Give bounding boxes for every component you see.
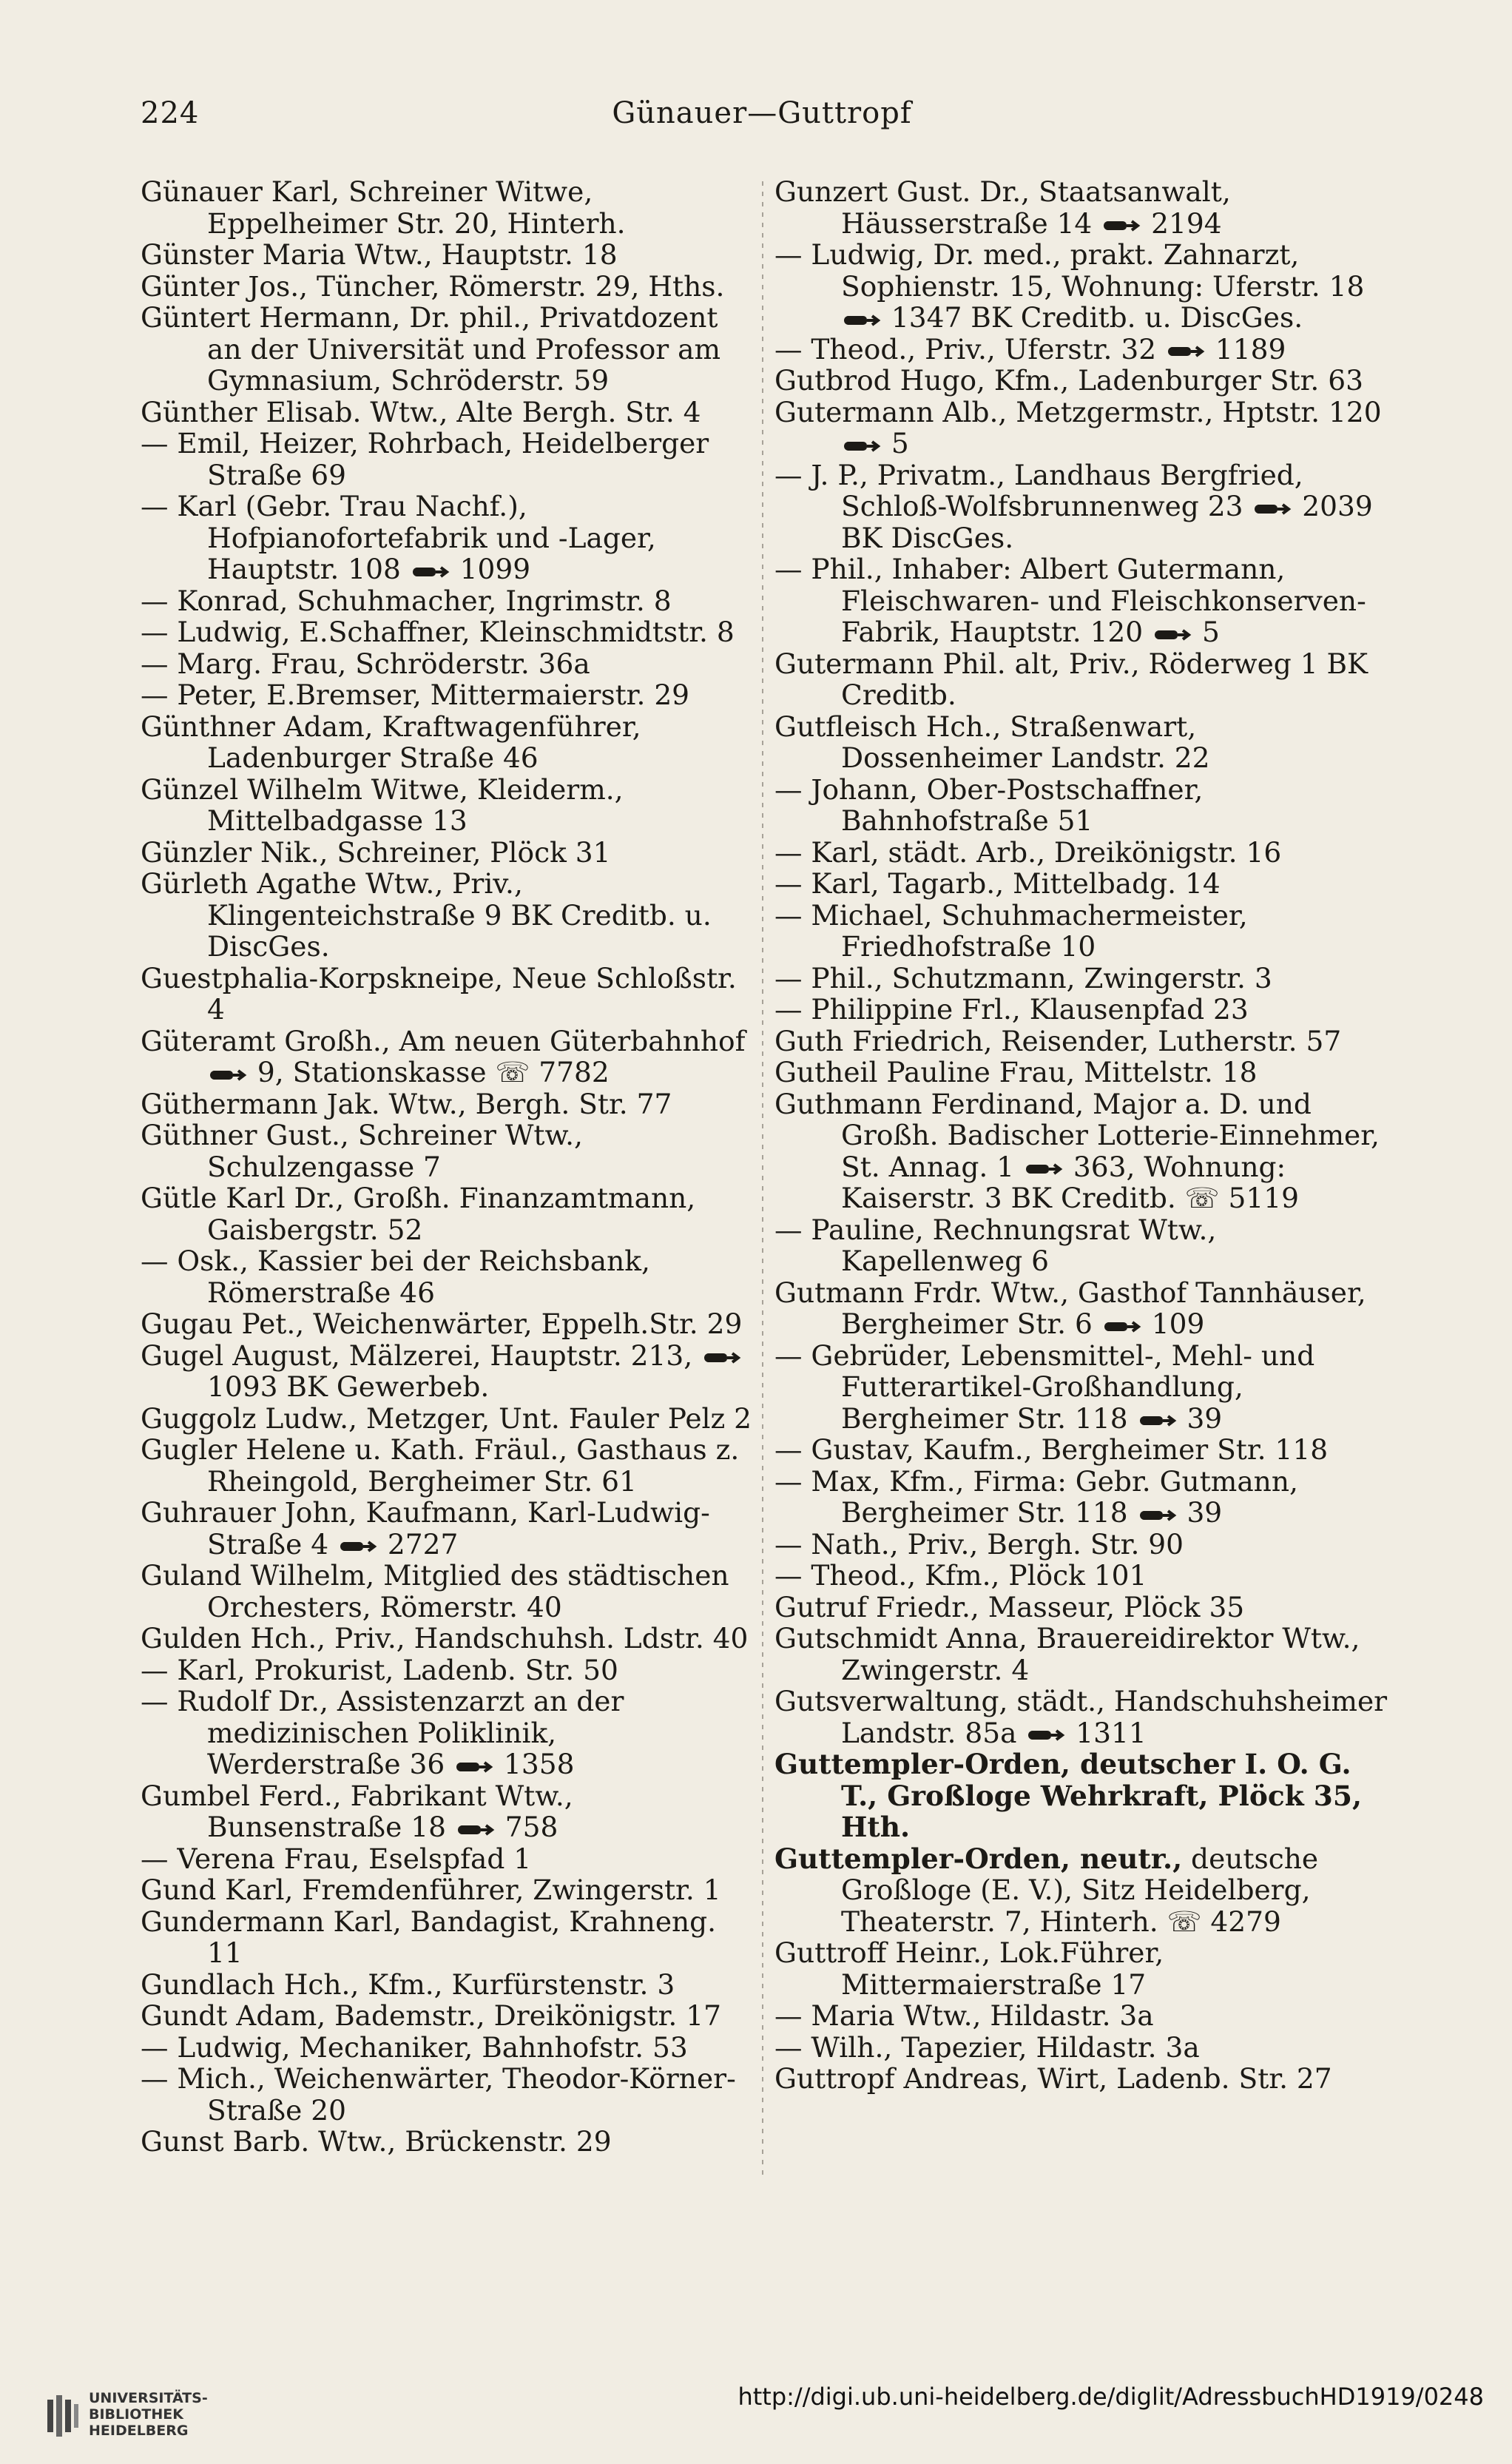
entry-text: — Philippine Frl., Klausenpfad 23 bbox=[774, 993, 1249, 1026]
entry-text: Gundlach Hch., Kfm., Kurfürstenstr. 3 bbox=[141, 1968, 675, 2001]
left-entry bbox=[141, 2126, 755, 2158]
right-entry bbox=[774, 868, 1388, 900]
entry-continuation: BK DiscGes. bbox=[841, 521, 1014, 554]
right-entry bbox=[774, 1748, 1388, 1843]
phone-number: 109 bbox=[1142, 1307, 1205, 1340]
right-entry bbox=[774, 2032, 1388, 2064]
entry-text: Gutschmidt Anna, Brauereidirektor Wtw., Zwingerstr. 4 bbox=[774, 1622, 1360, 1686]
entry-text: — Ludwig, Dr. med., prakt. Zahnarzt, Sophienstr. 15, Wohnung: Uferstr. 18 bbox=[774, 238, 1365, 303]
left-entry bbox=[141, 1497, 755, 1560]
entry-text: Gugau Pet., Weichenwärter, Eppelh.Str. 29 bbox=[141, 1307, 743, 1340]
entry-text: — Karl, städt. Arb., Dreikönigstr. 16 bbox=[774, 835, 1282, 869]
left-entry bbox=[141, 1843, 755, 1875]
entry-text: — Phil., Inhaber: Albert Gutermann, Fleischwaren- und Fleischkonserven-Fabrik, Hauptstr. 120 bbox=[774, 553, 1366, 648]
entry-text: Gulden Hch., Priv., Handschuhsh. Ldstr. 40 bbox=[141, 1622, 749, 1655]
entry-text: Guthmann Ferdinand, Major a. D. und Großh. Badischer Lotterie-Einnehmer, St. Annag. 1 bbox=[774, 1087, 1380, 1183]
right-entry bbox=[774, 397, 1388, 460]
telephone-icon bbox=[1025, 1160, 1063, 1178]
entry-text: — Johann, Ober-Postschaffner, Bahnhofstraße 51 bbox=[774, 772, 1204, 837]
entry-text: — Pauline, Rechnungsrat Wtw., Kapellenweg 6 bbox=[774, 1213, 1217, 1277]
right-entry bbox=[774, 1434, 1388, 1466]
entry-text: — Maria Wtw., Hildastr. 3a bbox=[774, 1999, 1154, 2032]
right-entry bbox=[774, 2063, 1388, 2095]
telephone-icon bbox=[1138, 1412, 1177, 1430]
left-entry bbox=[141, 1623, 755, 1655]
phone-number: 758 bbox=[496, 1811, 558, 1843]
entry-text: Günther Elisab. Wtw., Alte Bergh. Str. 4 bbox=[141, 395, 701, 428]
right-entry bbox=[774, 1340, 1388, 1435]
left-entry bbox=[141, 648, 755, 680]
entry-text: Guhrauer John, Kaufmann, Karl-Ludwig-Straße 4 bbox=[141, 1496, 710, 1561]
left-entry bbox=[141, 774, 755, 837]
entry-text: Güteramt Großh., Am neuen Güterbahnhof bbox=[141, 1024, 746, 1057]
telephone-icon bbox=[843, 312, 881, 329]
page-header bbox=[141, 96, 1383, 148]
right-entry bbox=[774, 176, 1388, 239]
entry-text: Guttempler-Orden, deutscher I. O. G. T., Großloge Wehrkraft, Plöck 35, Hth. bbox=[774, 1748, 1363, 1843]
left-entry bbox=[141, 271, 755, 303]
left-entry bbox=[141, 1906, 755, 1969]
entry-text: — Max, Kfm., Firma: Gebr. Gutmann, Bergheimer Str. 118 bbox=[774, 1464, 1298, 1529]
entry-text: Güntert Hermann, Dr. phil., Privatdozent an der Universität und Professor am Gymnasium, Schröderstr. 59 bbox=[141, 301, 721, 397]
entry-text: — Mich., Weichenwärter, Theodor-Körner-Straße 20 bbox=[141, 2062, 736, 2127]
telephone-icon bbox=[209, 1066, 247, 1084]
phone-number: 2727 bbox=[378, 1527, 459, 1561]
phone-number: 1311 bbox=[1067, 1716, 1147, 1749]
entry-text: Gugel August, Mälzerei, Hauptstr. 213, bbox=[141, 1339, 693, 1372]
left-entry bbox=[141, 1403, 755, 1435]
entry-text: — Karl, Tagarb., Mittelbadg. 14 bbox=[774, 867, 1221, 900]
entry-text: Gugler Helene u. Kath. Fräul., Gasthaus z. Rheingold, Bergheimer Str. 61 bbox=[141, 1433, 740, 1498]
entry-text: Gürleth Agathe Wtw., Priv., Klingenteichstraße 9 BK Creditb. u. DiscGes. bbox=[141, 867, 712, 963]
right-entry bbox=[774, 1057, 1388, 1088]
left-entry bbox=[141, 1969, 755, 2001]
entry-text: Gutermann Phil. alt, Priv., Röderweg 1 BK Creditb. bbox=[774, 647, 1368, 711]
telephone-icon bbox=[1027, 1726, 1065, 1744]
right-entry bbox=[774, 334, 1388, 366]
entry-bold-prefix: Guttempler-Orden, neutr., bbox=[774, 1842, 1183, 1875]
right-entry bbox=[774, 837, 1388, 869]
right-entry bbox=[774, 1088, 1388, 1214]
phone-number: 1099 bbox=[450, 553, 531, 585]
page-number: 224 bbox=[141, 96, 200, 130]
entry-text: — Karl (Gebr. Trau Nachf.), Hofpianofortefabrik und -Lager, Hauptstr. 108 bbox=[141, 490, 656, 585]
phone-number: 5 bbox=[882, 427, 909, 460]
left-entry bbox=[141, 963, 755, 1026]
entry-text: Gund Karl, Fremdenführer, Zwingerstr. 1 bbox=[141, 1874, 721, 1906]
entry-text: — Theod., Kfm., Plöck 101 bbox=[774, 1559, 1147, 1592]
right-entry bbox=[774, 774, 1388, 837]
left-entry bbox=[141, 868, 755, 963]
entry-text: — J. P., Privatm., Landhaus Bergfried, Schloß-Wolfsbrunnenweg 23 bbox=[774, 458, 1303, 522]
logo-line-2: BIBLIOTHEK bbox=[89, 2406, 183, 2423]
telephone-icon bbox=[1167, 343, 1205, 360]
entry-text: Guth Friedrich, Reisender, Lutherstr. 57 bbox=[774, 1024, 1342, 1057]
phone-number: 363 bbox=[1064, 1150, 1127, 1183]
entry-text: — Marg. Frau, Schröderstr. 36a bbox=[141, 647, 590, 680]
entry-text: Gundt Adam, Bademstr., Dreikönigstr. 17 bbox=[141, 1999, 721, 2032]
right-entry bbox=[774, 963, 1388, 994]
right-entry bbox=[774, 648, 1388, 711]
entry-continuation: , Stationskasse ☏ 7782 bbox=[274, 1056, 610, 1088]
right-entry bbox=[774, 553, 1388, 648]
entry-text: Güthner Gust., Schreiner Wtw., Schulzengasse 7 bbox=[141, 1119, 583, 1183]
entry-text: — Rudolf Dr., Assistenzarzt an der medizinischen Poliklinik, Werderstraße 36 bbox=[141, 1685, 624, 1780]
entry-text: Guttropf Andreas, Wirt, Ladenb. Str. 27 bbox=[774, 2062, 1332, 2095]
right-entry bbox=[774, 1937, 1388, 2000]
entry-text: — Phil., Schutzmann, Zwingerstr. 3 bbox=[774, 961, 1272, 994]
entry-text: Guttempler-Orden, neutr., deutsche Großloge (E. V.), Sitz Heidelberg, Theaterstr. 7, Hinterh. ☏ 4279 bbox=[774, 1842, 1319, 1938]
entry-text: — Gustav, Kaufm., Bergheimer Str. 118 bbox=[774, 1433, 1329, 1466]
right-entry bbox=[774, 1529, 1388, 1561]
entry-text: — Ludwig, E.Schaffner, Kleinschmidtstr. 8 bbox=[141, 616, 735, 648]
right-entry bbox=[774, 1214, 1388, 1277]
logo-line-3: HEIDELBERG bbox=[89, 2423, 189, 2439]
right-entry bbox=[774, 1623, 1388, 1686]
phone-number: 1358 bbox=[495, 1748, 575, 1780]
left-entry bbox=[141, 679, 755, 711]
left-entry bbox=[141, 2063, 755, 2126]
entry-text: Gundermann Karl, Bandagist, Krahneng. 11 bbox=[141, 1905, 717, 1969]
entry-text: — Ludwig, Mechaniker, Bahnhofstr. 53 bbox=[141, 2030, 688, 2064]
phone-number: 9 bbox=[249, 1056, 275, 1088]
entry-text: Guggolz Ludw., Metzger, Unt. Fauler Pelz 2 bbox=[141, 1401, 752, 1435]
running-head: Günauer—Guttropf bbox=[612, 96, 912, 130]
phone-number: 5 bbox=[1193, 616, 1220, 648]
left-entry bbox=[141, 1560, 755, 1623]
telephone-icon bbox=[339, 1538, 377, 1555]
entry-text: — Verena Frau, Eselspfad 1 bbox=[141, 1842, 532, 1875]
logo-line-1: UNIVERSITÄTS- bbox=[89, 2390, 208, 2406]
entry-text: Gunst Barb. Wtw., Brückenstr. 29 bbox=[141, 2125, 612, 2158]
telephone-icon bbox=[703, 1349, 741, 1367]
right-entry bbox=[774, 2000, 1388, 2032]
left-column bbox=[141, 176, 755, 2158]
left-entry bbox=[141, 837, 755, 869]
entry-text: Gutruf Friedr., Masseur, Plöck 35 bbox=[774, 1590, 1245, 1623]
telephone-icon bbox=[411, 563, 450, 581]
entry-text: Guestphalia-Korpskneipe, Neue Schloßstr. 4 bbox=[141, 961, 737, 1026]
entry-text: — Karl, Prokurist, Ladenb. Str. 50 bbox=[141, 1653, 618, 1686]
right-entry bbox=[774, 1843, 1388, 1938]
library-logo-icon bbox=[44, 2394, 81, 2438]
right-entry bbox=[774, 900, 1388, 963]
entry-text: Günauer Karl, Schreiner Witwe, Eppelheimer Str. 20, Hinterh. bbox=[141, 175, 626, 240]
entry-text: — Peter, E.Bremser, Mittermaierstr. 29 bbox=[141, 679, 690, 711]
phone-number: 1189 bbox=[1206, 332, 1286, 366]
left-entry bbox=[141, 239, 755, 271]
entry-text: Günster Maria Wtw., Hauptstr. 18 bbox=[141, 238, 618, 271]
left-entry bbox=[141, 397, 755, 428]
entry-text: Günter Jos., Tüncher, Römerstr. 29, Hths. bbox=[141, 269, 725, 303]
entry-text: — Konrad, Schuhmacher, Ingrimstr. 8 bbox=[141, 584, 672, 617]
left-entry bbox=[141, 2000, 755, 2032]
left-entry bbox=[141, 1780, 755, 1843]
telephone-icon bbox=[455, 1758, 493, 1776]
telephone-icon bbox=[1253, 500, 1292, 518]
entry-text: Gutsverwaltung, städt., Handschuhsheimer Landstr. 85a bbox=[774, 1685, 1388, 1749]
entry-text: Guttroff Heinr., Lok.Führer, Mittermaierstraße 17 bbox=[774, 1936, 1164, 2001]
telephone-icon bbox=[1102, 217, 1141, 235]
left-entry bbox=[141, 302, 755, 397]
left-entry bbox=[141, 616, 755, 648]
left-entry bbox=[141, 491, 755, 585]
right-entry bbox=[774, 365, 1388, 397]
phone-number: 39 bbox=[1178, 1496, 1223, 1529]
right-entry bbox=[774, 1466, 1388, 1529]
left-entry bbox=[141, 1026, 755, 1088]
right-entry bbox=[774, 1277, 1388, 1340]
phone-number: 1347 bbox=[882, 301, 962, 334]
entry-text: — Michael, Schuhmachermeister, Friedhofstraße 10 bbox=[774, 898, 1248, 963]
phone-number: 2039 bbox=[1293, 490, 1373, 522]
telephone-icon bbox=[456, 1821, 495, 1839]
left-entry bbox=[141, 1182, 755, 1245]
right-entry bbox=[774, 1026, 1388, 1057]
right-entry bbox=[774, 1592, 1388, 1623]
right-entry bbox=[774, 460, 1388, 554]
left-entry bbox=[141, 711, 755, 774]
right-entry bbox=[774, 1686, 1388, 1748]
left-entry bbox=[141, 1120, 755, 1182]
left-entry bbox=[141, 1088, 755, 1120]
entry-text: — Nath., Priv., Bergh. Str. 90 bbox=[774, 1527, 1184, 1561]
left-entry bbox=[141, 1655, 755, 1686]
phone-number: 1093 bbox=[207, 1370, 278, 1403]
footer bbox=[0, 2360, 1512, 2464]
entry-text: Gutbrod Hugo, Kfm., Ladenburger Str. 63 bbox=[774, 364, 1363, 397]
left-entry bbox=[141, 1434, 755, 1497]
entry-text: Gütle Karl Dr., Großh. Finanzamtmann, Gaisbergstr. 52 bbox=[141, 1182, 696, 1246]
left-entry bbox=[141, 2032, 755, 2064]
left-entry bbox=[141, 1308, 755, 1340]
entry-text: Günthner Adam, Kraftwagenführer, Ladenburger Straße 46 bbox=[141, 710, 641, 774]
right-entry bbox=[774, 994, 1388, 1026]
telephone-icon bbox=[1153, 626, 1192, 644]
right-entry bbox=[774, 711, 1388, 774]
left-entry bbox=[141, 1245, 755, 1308]
phone-number: 39 bbox=[1178, 1401, 1223, 1435]
telephone-icon bbox=[1138, 1507, 1177, 1524]
entry-text: — Theod., Priv., Uferstr. 32 bbox=[774, 332, 1157, 366]
right-column bbox=[774, 176, 1388, 2095]
left-entry bbox=[141, 1340, 755, 1403]
entry-text: — Emil, Heizer, Rohrbach, Heidelberger Straße 69 bbox=[141, 427, 709, 491]
column-divider bbox=[762, 181, 763, 2179]
entry-text: Guland Wilhelm, Mitglied des städtischen Orchesters, Römerstr. 40 bbox=[141, 1559, 729, 1623]
telephone-icon bbox=[1103, 1318, 1141, 1336]
left-entry bbox=[141, 176, 755, 239]
left-entry bbox=[141, 1874, 755, 1906]
entry-text: Günzel Wilhelm Witwe, Kleiderm., Mittelbadgasse 13 bbox=[141, 772, 624, 837]
entry-text: Gumbel Ferd., Fabrikant Wtw., Bunsenstraße 18 bbox=[141, 1779, 573, 1843]
telephone-icon bbox=[843, 437, 881, 455]
entry-text: Günzler Nik., Schreiner, Plöck 31 bbox=[141, 835, 611, 869]
entry-text: — Wilh., Tapezier, Hildastr. 3a bbox=[774, 2030, 1200, 2064]
entry-text: Güthermann Jak. Wtw., Bergh. Str. 77 bbox=[141, 1087, 672, 1120]
left-entry bbox=[141, 1686, 755, 1780]
source-url[interactable]: http://digi.ub.uni-heidelberg.de/diglit/AdressbuchHD1919/0248 bbox=[738, 2383, 1484, 2411]
entry-text: Gutfleisch Hch., Straßenwart, Dossenheimer Landstr. 22 bbox=[774, 710, 1210, 774]
right-entry bbox=[774, 239, 1388, 334]
entry-continuation: BK Creditb. u. DiscGes. bbox=[962, 301, 1303, 334]
entry-continuation: , Wohnung: Kaiserstr. 3 BK Creditb. ☏ 5119 bbox=[841, 1150, 1299, 1214]
entry-continuation: BK Gewerbeb. bbox=[277, 1370, 490, 1403]
entry-text: Gutermann Alb., Metzgermstr., Hptstr. 120 bbox=[774, 395, 1382, 428]
phone-number: 2194 bbox=[1142, 206, 1222, 240]
entry-text: Gutheil Pauline Frau, Mittelstr. 18 bbox=[774, 1056, 1258, 1088]
left-entry bbox=[141, 428, 755, 491]
right-entry bbox=[774, 1560, 1388, 1592]
entry-text: Gunzert Gust. Dr., Staatsanwalt, Häusserstraße 14 bbox=[774, 175, 1231, 240]
entry-text: — Osk., Kassier bei der Reichsbank, Römerstraße 46 bbox=[141, 1245, 650, 1309]
left-entry bbox=[141, 585, 755, 617]
library-logo[interactable] bbox=[22, 2360, 244, 2464]
entry-text: Gutmann Frdr. Wtw., Gasthof Tannhäuser, Bergheimer Str. 6 bbox=[774, 1276, 1366, 1340]
entry-text: — Gebrüder, Lebensmittel-, Mehl- und Futterartikel-Großhandlung, Bergheimer Str. 118 bbox=[774, 1339, 1315, 1435]
